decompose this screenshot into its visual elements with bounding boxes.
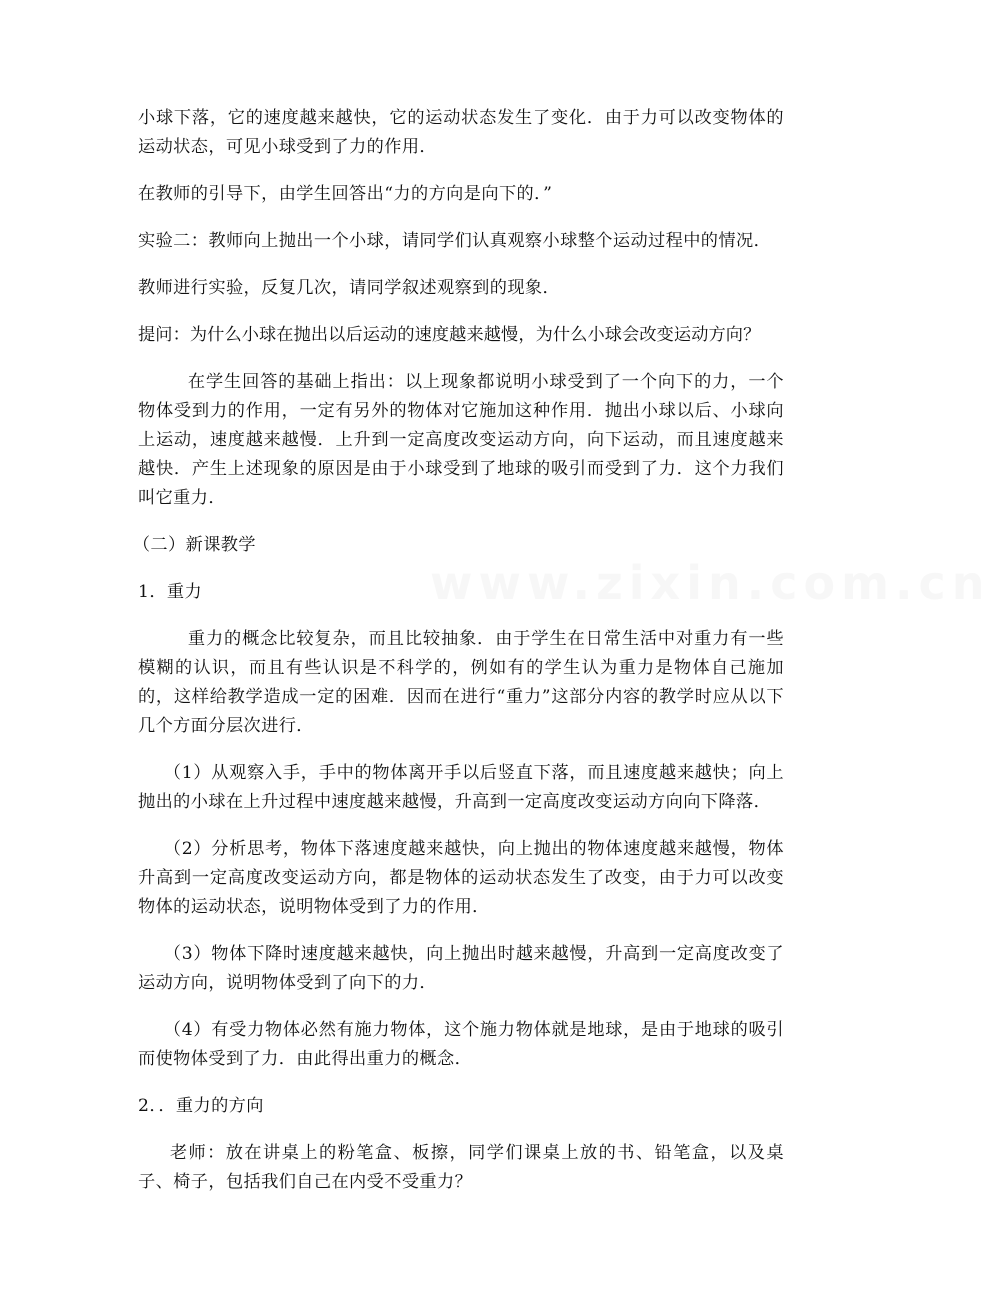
document-body bbox=[132, 104, 784, 1215]
paragraph-student-answer: 在教师的引导下，由学生回答出“力的方向是向下的．” bbox=[138, 184, 553, 204]
list-item-1: （1）从观察入手，手中的物体离开手以后竖直下落，而且速度越来越快；向上抛出的小球在上升过程中速度越来越慢，升高到一定高度改变运动方向向下降落． bbox=[138, 763, 784, 812]
list-item-3: （3）物体下降时速度越来越快，向上抛出时越来越慢，升高到一定高度改变了运动方向，说明物体受到了向下的力． bbox=[138, 944, 784, 993]
subheading-gravity-direction: 2．．重力的方向 bbox=[138, 1096, 264, 1116]
list-item-4: （4）有受力物体必然有施力物体，这个施力物体就是地球，是由于地球的吸引而使物体受到了力．由此得出重力的概念． bbox=[138, 1020, 784, 1069]
paragraph-experiment-two: 实验二：教师向上抛出一个小球，请同学们认真观察小球整个运动过程中的情况． bbox=[138, 231, 772, 251]
section-heading-new-lesson: （二）新课教学 bbox=[132, 535, 256, 555]
paragraph-question: 提问：为什么小球在抛出以后运动的速度越来越慢，为什么小球会改变运动方向？ bbox=[138, 325, 761, 345]
paragraph-explanation: 在学生回答的基础上指出：以上现象都说明小球受到了一个向下的力，一个物体受到力的作用，一定有另外的物体对它施加这种作用．抛出小球以后、小球向上运动，速度越来越慢．上升到一定高度改变运动方向，向下运动，而且速度越来越快．产生上述现象的原因是由于小球受到了地球的吸引而受到了力．这个力我们叫它重力． bbox=[138, 372, 784, 508]
paragraph-gravity-concept: 重力的概念比较复杂，而且比较抽象．由于学生在日常生活中对重力有一些模糊的认识，而且有些认识是不科学的，例如有的学生认为重力是物体自己施加的，这样给教学造成一定的困难．因而在进行“重力”这部分内容的教学时应从以下几个方面分层次进行． bbox=[138, 629, 784, 736]
paragraph-teacher-experiment: 教师进行实验，反复几次，请同学叙述观察到的现象． bbox=[138, 278, 561, 298]
watermark: www.zixin.com.cn bbox=[430, 556, 991, 610]
subheading-gravity: 1．重力 bbox=[138, 582, 203, 602]
paragraph-teacher-question: 老师：放在讲桌上的粉笔盒、板擦，同学们课桌上放的书、铅笔盒，以及桌子、椅子，包括我们自己在内受不受重力？ bbox=[138, 1143, 784, 1192]
list-item-2: （2）分析思考，物体下落速度越来越快，向上抛出的物体速度越来越慢，物体升高到一定高度改变运动方向，都是物体的运动状态发生了改变，由于力可以改变物体的运动状态，说明物体受到了力的作用． bbox=[138, 839, 784, 917]
paragraph-ball-falling: 小球下落，它的速度越来越快，它的运动状态发生了变化．由于力可以改变物体的运动状态，可见小球受到了力的作用． bbox=[138, 108, 784, 157]
